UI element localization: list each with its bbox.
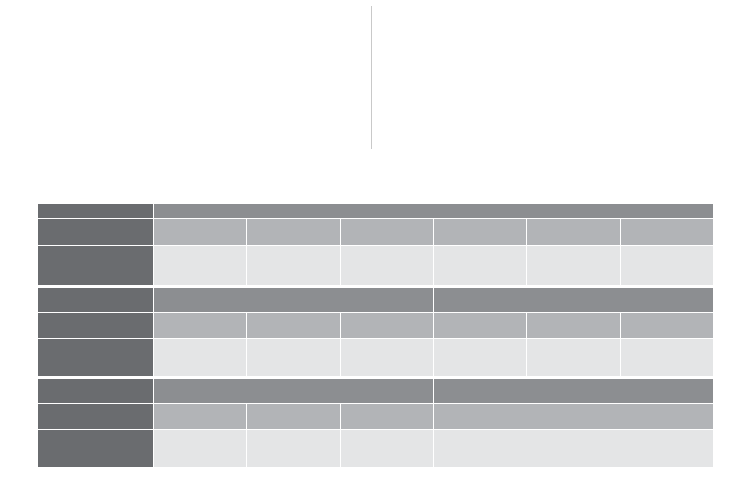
mount-cell-im-b7 [341,219,433,245]
im-b5-motor-icon [154,339,246,376]
im-b6-motor-icon [247,246,339,285]
construction-section [154,204,713,218]
mount-cell-im-v18 [247,404,339,429]
mount-cell-im-b8 [434,219,526,245]
im-b14-motor-icon [154,430,246,467]
table-group-c-flange [38,379,713,467]
column-divider [371,6,372,149]
table-group-flange [38,288,713,376]
im-v1-motor-icon [247,339,339,376]
table-group-feet-no-flange [38,204,713,285]
mount-cell-im-v19 [341,404,433,429]
construction-row-label [38,379,153,403]
mount-cell-im-v35 [621,313,713,338]
mount-cell-im-b34 [434,404,713,429]
diagram-row-label [38,339,153,376]
mounting-row-label [38,404,153,429]
construction-row-label [38,288,153,312]
mount-cell-im-b5 [154,313,246,338]
im-b3-motor-icon [154,246,246,285]
im-b35-motor-icon [434,339,526,376]
mount-cell-im-b35 [434,313,526,338]
im-b34-motor-icon [434,430,713,467]
construction-mounting-table [38,204,713,470]
im-v5-motor-icon [527,246,619,285]
im-b8-motor-icon [434,246,526,285]
im-v15-motor-icon [527,339,619,376]
mount-cell-im-v15 [527,313,619,338]
im-b7-motor-icon [341,246,433,285]
im-v18-motor-icon [247,430,339,467]
construction-section [434,288,713,312]
construction-section [434,379,713,403]
im-v35-motor-icon [621,339,713,376]
im-v3-motor-icon [341,339,433,376]
construction-section [154,288,433,312]
construction-section [154,379,433,403]
mount-cell-im-v1 [247,313,339,338]
mount-cell-im-b6 [247,219,339,245]
mount-cell-im-b3 [154,219,246,245]
mount-cell-im-v6 [621,219,713,245]
mounting-row-label [38,219,153,245]
diagram-row-label [38,246,153,285]
diagram-row-label [38,430,153,467]
mount-cell-im-v5 [527,219,619,245]
construction-row-label [38,204,153,218]
mount-cell-im-b14 [154,404,246,429]
mount-cell-im-v3 [341,313,433,338]
im-v19-motor-icon [341,430,433,467]
im-v6-motor-icon [621,246,713,285]
mounting-row-label [38,313,153,338]
